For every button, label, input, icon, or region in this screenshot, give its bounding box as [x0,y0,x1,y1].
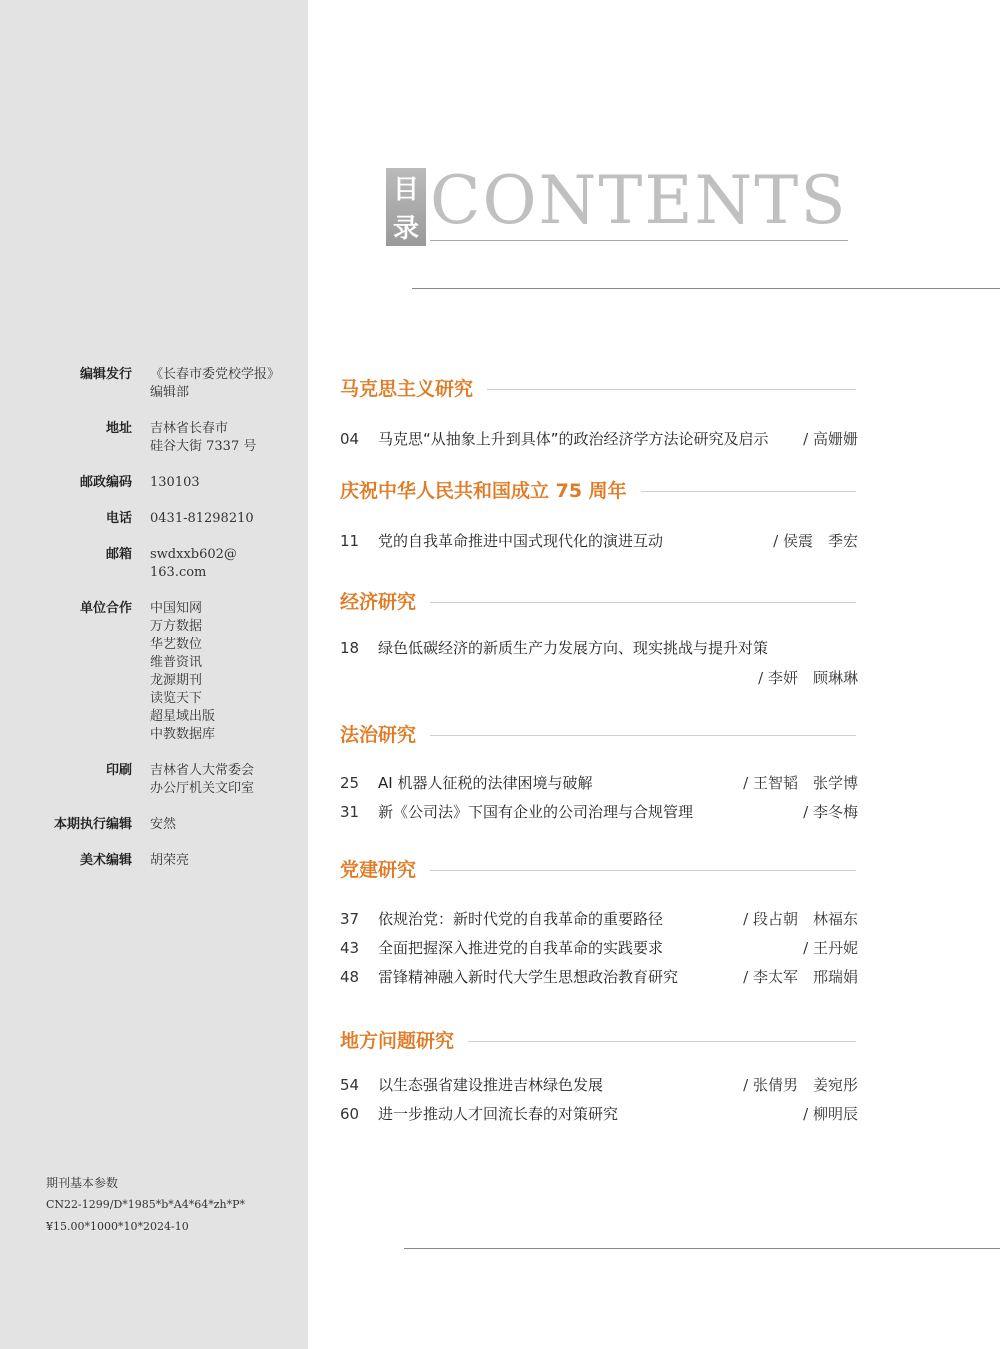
entry-title: 新《公司法》下国有企业的公司治理与合规管理 [378,803,694,821]
entry-page: 54 [340,1076,360,1094]
entry-page: 37 [340,910,360,928]
parameters-line: CN22-1299/D*1985*b*A4*64*zh*P* [46,1198,246,1211]
entry-author: / 王丹妮 [803,939,858,957]
masthead-value: 吉林省人大常委会 办公厅机关文印室 [150,763,255,796]
footer-divider [404,1248,1000,1249]
masthead-label: 编辑发行 [79,367,132,382]
toc-entry[interactable] [340,966,858,988]
masthead-label: 电话 [105,511,132,526]
section-heading: 经济研究 [340,587,856,617]
sidebar-panel [0,0,308,1349]
entry-author: / 王智韬 张学博 [743,774,858,792]
toc-entry[interactable] [340,908,858,930]
entry-author: / 张倩男 姜宛彤 [743,1076,858,1094]
masthead-value: 130103 [150,475,200,490]
masthead-value: swdxxb602@ 163.com [150,547,237,580]
masthead-value: 《长春市委党校学报》 编辑部 [150,367,281,400]
toc-entry[interactable] [340,937,858,959]
entry-page: 18 [340,639,360,657]
entry-author: / 段占朝 林福东 [743,910,858,928]
toc-entry[interactable] [340,1103,858,1125]
toc-entry[interactable] [340,428,858,450]
masthead-label: 本期执行编辑 [53,817,132,832]
entry-author: / 李妍 顾琳琳 [758,669,858,687]
entry-page: 48 [340,968,360,986]
entry-author: / 柳明辰 [803,1105,858,1123]
masthead-label: 邮政编码 [79,475,132,490]
title-underline [430,240,848,241]
entry-title: 党的自我革命推进中国式现代化的演进互动 [378,532,664,550]
masthead-value: 安然 [150,817,177,832]
masthead-value: 0431-81298210 [150,511,254,526]
entry-author: / 李冬梅 [803,803,858,821]
toc-entry[interactable] [340,801,858,823]
masthead-value: 中国知网 万方数据 华艺数位 维普资讯 龙源期刊 读览天下 超星域出版 中教数据库 [150,601,216,742]
toc-entry-author-line [340,667,858,689]
parameters-title: 期刊基本参数 [46,1176,119,1190]
entry-title: AI 机器人征税的法律困境与破解 [378,774,593,792]
masthead-label: 印刷 [105,763,132,778]
entry-page: 43 [340,939,360,957]
masthead-value: 胡荣亮 [150,853,190,868]
contents-title: CONTENTS [430,162,848,239]
entry-title: 马克思“从抽象上升到具体”的政治经济学方法论研究及启示 [378,430,769,448]
masthead-label: 单位合作 [79,601,132,616]
toc-entry[interactable] [340,530,858,552]
badge-char: 录 [392,214,419,244]
masthead-label: 地址 [105,421,132,436]
entry-page: 04 [340,430,360,448]
entry-title: 依规治党：新时代党的自我革命的重要路径 [378,910,664,928]
entry-title: 绿色低碳经济的新质生产力发展方向、现实挑战与提升对策 [378,639,769,657]
entry-page: 31 [340,803,360,821]
entry-page: 60 [340,1105,360,1123]
entry-title: 进一步推动人才回流长春的对策研究 [378,1105,619,1123]
section-heading: 地方问题研究 [340,1026,856,1056]
toc-badge [386,168,426,246]
entry-title: 以生态强省建设推进吉林绿色发展 [378,1076,604,1094]
entry-author: / 侯震 季宏 [773,532,858,550]
entry-title: 雷锋精神融入新时代大学生思想政治教育研究 [378,968,679,986]
masthead-label: 美术编辑 [79,853,132,868]
entry-page: 25 [340,774,360,792]
journal-parameters [46,1172,245,1238]
entry-author: / 李太军 邢瑞娟 [743,968,858,986]
badge-char: 目 [392,175,419,205]
masthead-label: 邮箱 [105,547,132,562]
entry-title: 全面把握深入推进党的自我革命的实践要求 [378,939,664,957]
toc-entry[interactable] [340,1074,858,1096]
section-heading: 庆祝中华人民共和国成立 75 周年 [340,476,856,506]
header-divider [412,288,1000,289]
section-heading: 马克思主义研究 [340,374,856,404]
section-heading: 党建研究 [340,855,856,885]
entry-page: 11 [340,532,360,550]
toc-entry[interactable] [340,637,858,659]
masthead-value: 吉林省长春市 硅谷大街 7337 号 [150,421,257,454]
parameters-line: ¥15.00*1000*10*2024-10 [46,1220,189,1233]
toc-entry[interactable] [340,772,858,794]
section-heading: 法治研究 [340,720,856,750]
entry-author: / 高姗姗 [803,430,858,448]
